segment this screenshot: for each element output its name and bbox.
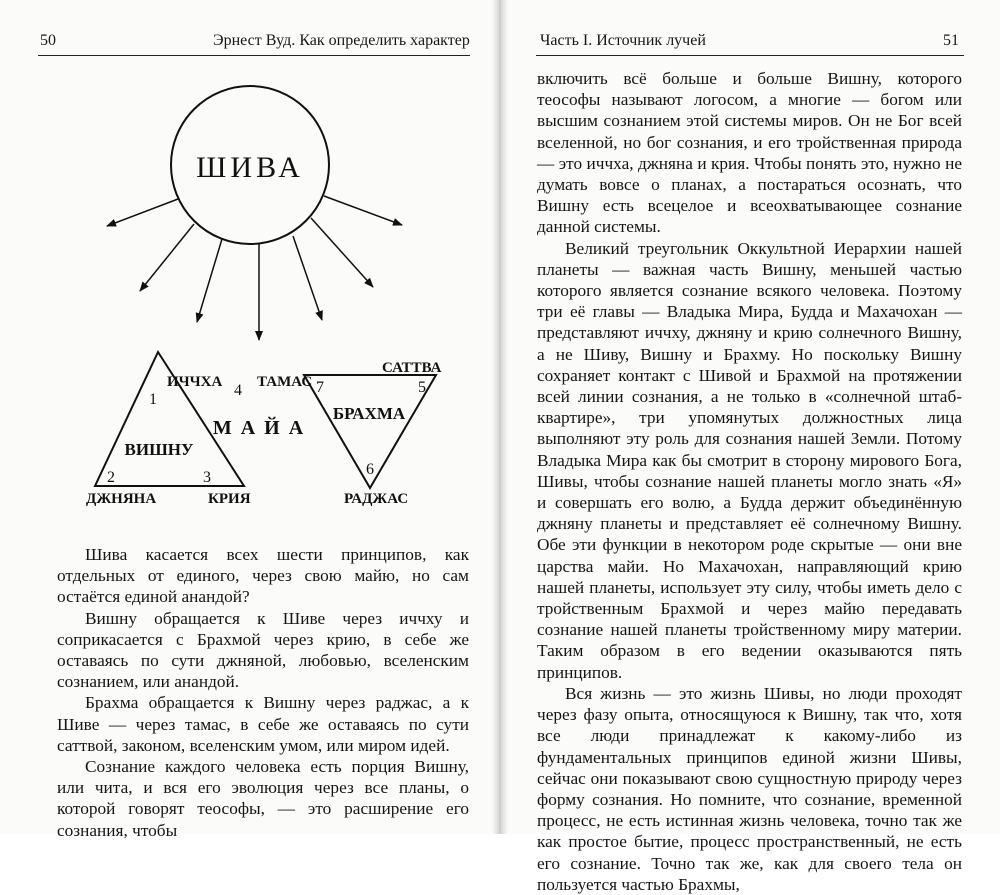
shiva-label: ШИВА	[196, 151, 304, 184]
paragraph: Великий треугольник Оккультной Иерархии нашей планеты — важная часть Вишну, меньшей частью которого является сознание всякого человека. Поэтому три её главы — Владыка Мира, Будда и Махачохан — представляют иччху, джняну и крию солнечного Вишну, а не Шиву, Вишну и Брахму. Но поскольку Вишну сохраняет контакт с Шивой и Брахмой на протяжении всей линии сознания, а не только в «солнечной штаб-квартире», три упомянутых должностных лица выполняют эту роль для сознания нашей Земли. Потому Владыка Мира как бы смотрит в сторону мирового Бога, Шивы, чтобы сознание нашей планеты могло знать «Я» и совершать его волю, а Будда держит объединённую джняну планеты и представляет её солнечному Вишну. Обе эти функции в некотором роде скрытые — они вне царства майи. Но Махачохан, направляющий крию нашей планеты, использует эту силу, чтобы иметь дело с тройственным Брахмой и через майю передавать сознание нашей планеты тройственному миру материи. Таким образом в его ведении оказываются пять принципов.	[537, 238, 962, 682]
vertex-number: 2	[107, 469, 115, 486]
vishnu-label: ВИШНУ	[124, 440, 194, 459]
left-running-head: Эрнест Вуд. Как определить характер	[213, 32, 470, 49]
vertex-number: 3	[203, 469, 211, 486]
brahma-label: БРАХМА	[332, 404, 406, 423]
vertex-label: КРИЯ	[208, 491, 251, 507]
paragraph: Брахма обращается к Вишну через раджас, а к Шиве — через тамас, в себе же оставаясь по сути саттвой, законом, вселенским умом, или миром идей.	[57, 693, 469, 755]
ray-arrow	[140, 224, 194, 291]
ray-arrow	[293, 236, 322, 320]
left-page-text	[57, 544, 469, 841]
ray-arrow	[324, 196, 402, 225]
ray-arrow	[311, 218, 373, 287]
vertex-number: 5	[418, 379, 426, 396]
tamas-label: ТАМАС	[257, 374, 313, 390]
tamas-number: 4	[234, 382, 242, 399]
vertex-label: ИЧЧХА	[167, 374, 223, 390]
vertex-number: 1	[149, 391, 157, 408]
ray-arrow	[107, 199, 178, 226]
paragraph: Шива касается всех шести принципов, как отдельных от единого, через свою майю, но сам остаётся единой анандой?	[57, 545, 469, 607]
right-header-rule	[536, 55, 964, 56]
vertex-label: САТТВА	[382, 360, 442, 376]
vertex-number: 7	[316, 379, 324, 396]
left-header-rule	[38, 55, 470, 56]
paragraph: включить всё больше и больше Вишну, которого теософы называют логосом, а многие — богом или высшим сознанием этой системы миров. Он не Бог всей вселенной, но бог сознания, и его тройственная природа — это иччха, джняна и крия. Чтобы понять это, нужно не думать вовсе о планах, а постараться осознать, что Вишну есть всецелое и всеохватывающее сознание данной системы.	[537, 69, 962, 237]
left-page-number: 50	[40, 32, 56, 49]
right-page-text	[537, 68, 962, 895]
vertex-label: ДЖНЯНА	[86, 491, 157, 507]
right-running-head: Часть I. Источник лучей	[540, 32, 706, 49]
ray-arrow	[197, 239, 222, 322]
vertex-number: 6	[366, 461, 374, 478]
shiva-maya-diagram	[0, 60, 495, 520]
maya-label: М А Й А	[212, 417, 306, 439]
vertex-label: РАДЖАС	[344, 491, 409, 507]
paragraph: Вся жизнь — это жизнь Шивы, но люди проходят через фазу опыта, относящуюся к Вишну, так что, хотя все люди принадлежат к какому-либо из фундаментальных принципов единой жизни Шивы, сейчас они показывают свою сущностную природу через форму сознания. Но помните, что сознание, временной процесс, не есть истинная жизнь человека, точно так же как простое бытие, процесс пространственный, не есть его сознание. Точно так же, как для своего тела он пользуется частью Брахмы,	[537, 683, 962, 894]
paragraph: Сознание каждого человека есть порция Вишну, или чита, и вся его эволюция через все планы, о которой говорят теософы, — это расширение его сознания, чтобы	[57, 757, 469, 840]
right-page-number: 51	[943, 32, 959, 49]
paragraph: Вишну обращается к Шиве через иччху и соприкасается с Брахмой через крию, в себе же оставаясь по сути джняной, любовью, вселенским сознанием, или анандой.	[57, 608, 469, 692]
